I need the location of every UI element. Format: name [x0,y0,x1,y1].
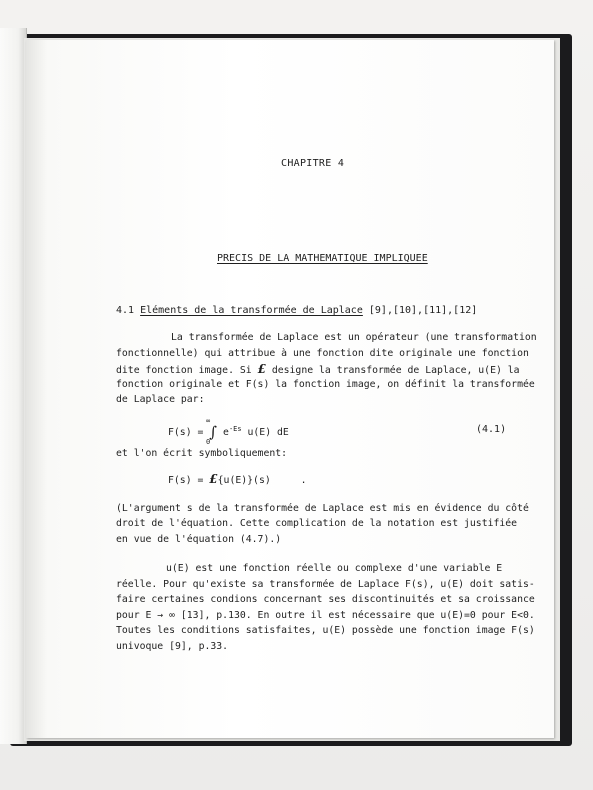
paragraph2-line2: droit de l'équation. Cette complication de la notation est justifiée [116,518,518,529]
paragraph3-line3: faire certaines condions concernant ses discontinuités et sa croissance [116,594,535,605]
eq2-dot: . [300,475,307,486]
laplace-symbol-eq2: £ [209,472,218,486]
paragraph3-line2: réelle. Pour qu'existe sa transformée de Laplace F(s), u(E) doit satis- [116,579,535,590]
paragraph1-line2: fonctionnelle) qui attribue à une fonction dite originale une fonction [116,348,529,359]
paragraph1-line4: fonction originale et F(s) la fonction image, on définit la transformée [116,379,535,390]
eq1-rest: u(E) dE [247,427,289,438]
eq1-lhs: F(s) = [168,427,204,438]
eq1-exponent: -Es [228,425,242,433]
eq1-base: e [223,427,229,438]
paragraph3-line4: pour E → ∞ [13], p.130. En outre il est nécessaire que u(E)=0 pour E<0. [116,610,535,621]
laplace-symbol: £ [257,362,266,376]
paragraph3-line6: univoque [9], p.33. [116,641,229,652]
paragraph1-line1: La transformée de Laplace est un opérateur (une transformation [171,332,537,343]
eq2-rest: {u(E)}(s) [217,475,271,486]
paragraph1-line3 [116,363,520,377]
integral-upper-limit: ∞ [206,417,211,425]
chapter-heading: CHAPITRE 4 [281,158,345,169]
equation-symbolic [168,473,307,487]
integral-icon: ∫ [209,423,218,441]
paragraph2-line3: en vue de l'équation (4.7).) [116,534,282,545]
equation-number: (4.1) [476,424,507,435]
left-page-edge [0,28,27,744]
subsection-heading [116,305,477,317]
integral-lower-limit: 0 [206,438,211,446]
subsection-refs: [9],[10],[11],[12] [368,305,478,316]
paragraph2-line1: (L'argument s de la transformée de Laplace est mis en évidence du côté [116,503,529,514]
text-symbolic: et l'on écrit symboliquement: [116,448,288,459]
eq2-lhs: F(s) = [168,475,204,486]
paragraph1-line3-end: designe la transformée de Laplace, u(E) la [271,365,520,376]
paragraph1-line5: de Laplace par: [116,394,205,405]
equation-4-1 [168,424,289,439]
paragraph3-line1: u(E) est une fonction réelle ou complexe d'une variable E [166,563,503,574]
paragraph1-line3-start: dite fonction image. Si [116,365,252,376]
paragraph3-line5: Toutes les conditions satisfaites, u(E) possède une fonction image F(s) [116,625,535,636]
subsection-title: Eléments de la transformée de Laplace [140,305,363,316]
subsection-number: 4.1 [116,305,135,316]
section-title: PRECIS DE LA MATHEMATIQUE IMPLIQUEE [217,253,428,264]
